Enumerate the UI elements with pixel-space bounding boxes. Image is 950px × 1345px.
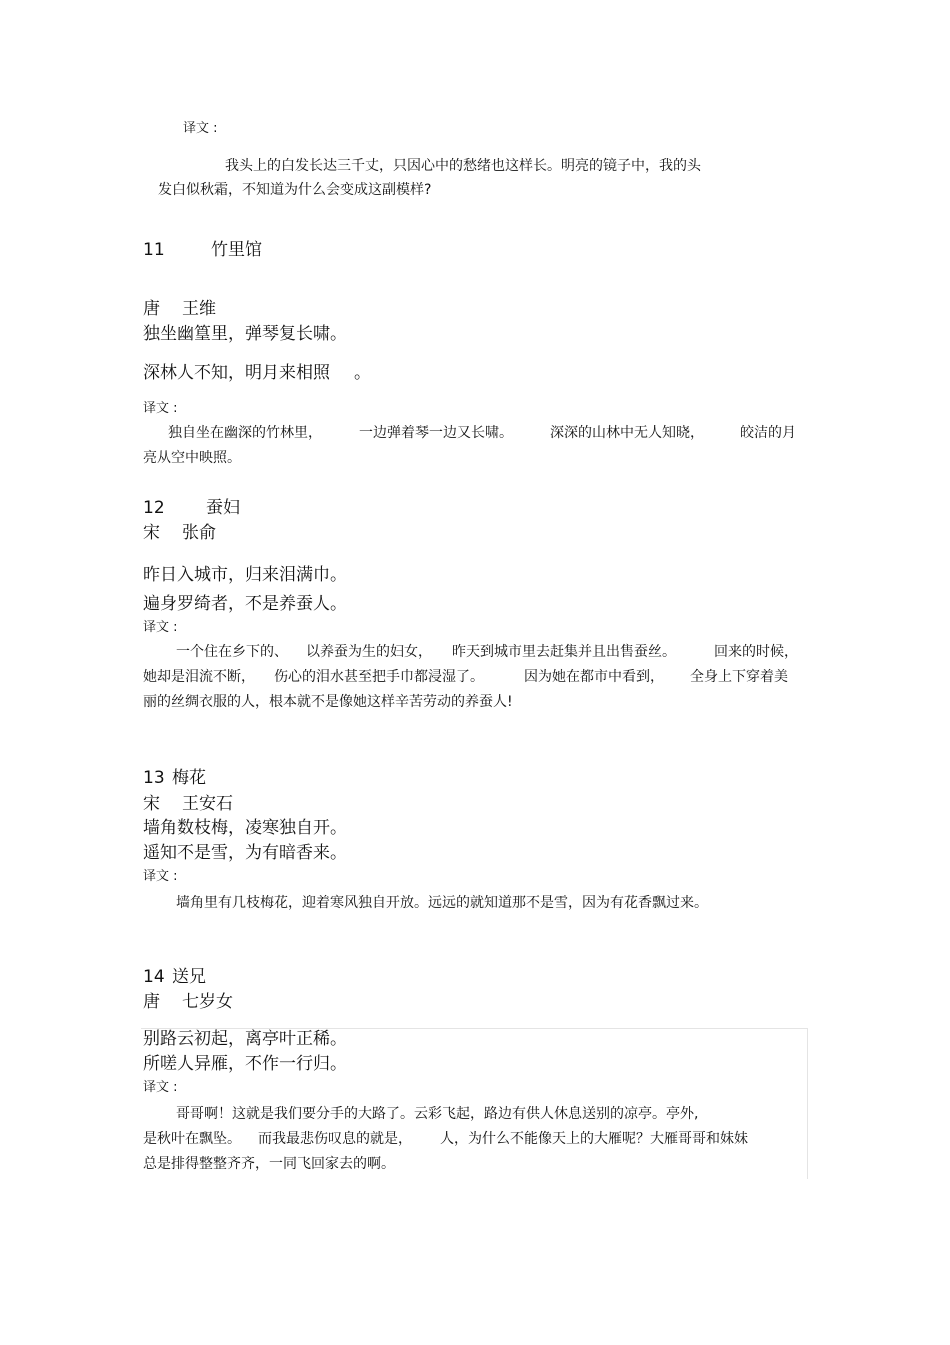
poem-line: 遍身罗绮者，不是养蚕人。	[143, 594, 347, 614]
poem-dynasty: 宋	[143, 523, 160, 543]
poem-line: 昨日入城市，归来泪满巾。	[143, 565, 347, 585]
translation-text: 昨天到城市里去赶集并且出售蚕丝。	[452, 644, 676, 660]
translation-text: 伤心的泪水甚至把手巾都浸湿了。	[274, 669, 484, 685]
translation-text: 因为她在都市中看到，	[524, 669, 664, 685]
poem-title: 蚕妇	[206, 498, 240, 518]
poem-line: 独坐幽篁里，弹琴复长啸。	[143, 324, 347, 344]
translation-text: 一个住在乡下的、	[176, 644, 288, 660]
translation-text: 发白似秋霜，不知道为什么会变成这副模样?	[158, 182, 432, 198]
translation-text: 是秋叶在飘坠。	[143, 1131, 241, 1147]
poem-author: 王维	[182, 299, 216, 319]
poem-title: 竹里馆	[211, 240, 262, 260]
translation-text: 丽的丝绸衣服的人，根本就不是像她这样辛苦劳动的养蚕人!	[143, 694, 513, 710]
translation-text: 人，为什么不能像天上的大雁呢？大雁哥哥和妹妹	[440, 1131, 748, 1147]
translation-text: 而我最悲伤叹息的就是，	[258, 1131, 412, 1147]
translation-text: 亮从空中映照。	[143, 450, 241, 466]
translation-text: 哥哥啊！这就是我们要分手的大路了。云彩飞起，路边有供人休息送别的凉亭。亭外,	[176, 1106, 699, 1122]
translation-label: 译文 :	[143, 401, 178, 416]
poem-title: 送兄	[172, 967, 206, 987]
poem-dynasty: 唐	[143, 299, 160, 319]
poem-dynasty: 唐	[143, 992, 160, 1012]
poem-line-punct: 。	[354, 363, 371, 383]
poem-number: 11	[143, 240, 165, 260]
translation-text: 独自坐在幽深的竹林里，	[168, 425, 322, 441]
translation-label: 译文 :	[143, 620, 178, 635]
translation-text: 一边弹着琴一边又长啸。	[359, 425, 513, 441]
poem-line: 所嗟人异雁，不作一行归。	[143, 1054, 347, 1074]
poem-author: 张俞	[182, 523, 216, 543]
poem-author: 七岁女	[182, 992, 233, 1012]
poem-line: 深林人不知，明月来相照	[143, 363, 330, 383]
translation-text: 深深的山林中无人知晓，	[550, 425, 704, 441]
translation-text: 以养蚕为生的妇女，	[306, 644, 432, 660]
poem-line: 别路云初起，离亭叶正稀。	[143, 1029, 347, 1049]
poem-number: 12	[143, 498, 165, 518]
translation-text: 回来的时候，	[714, 644, 798, 660]
translation-text: 我头上的白发长达三千丈，只因心中的愁绪也这样长。明亮的镜子中，我的头	[225, 158, 701, 174]
poem-author: 王安石	[182, 794, 233, 814]
translation-text: 皎洁的月	[740, 425, 796, 441]
poem-title: 梅花	[172, 768, 206, 788]
poem-line: 墙角数枝梅，凌寒独自开。	[143, 818, 347, 838]
translation-label: 译文 :	[183, 121, 218, 136]
translation-text: 墙角里有几枝梅花，迎着寒风独自开放。远远的就知道那不是雪，因为有花香飘过来。	[176, 895, 708, 911]
poem-line: 遥知不是雪，为有暗香来。	[143, 843, 347, 863]
poem-number: 14	[143, 967, 165, 987]
translation-text: 全身上下穿着美	[690, 669, 788, 685]
translation-text: 她却是泪流不断，	[143, 669, 255, 685]
poem-dynasty: 宋	[143, 794, 160, 814]
translation-label: 译文 :	[143, 869, 178, 884]
translation-label: 译文 :	[143, 1080, 178, 1095]
translation-text: 总是排得整整齐齐，一同飞回家去的啊。	[143, 1156, 395, 1172]
poem-number: 13	[143, 768, 165, 788]
